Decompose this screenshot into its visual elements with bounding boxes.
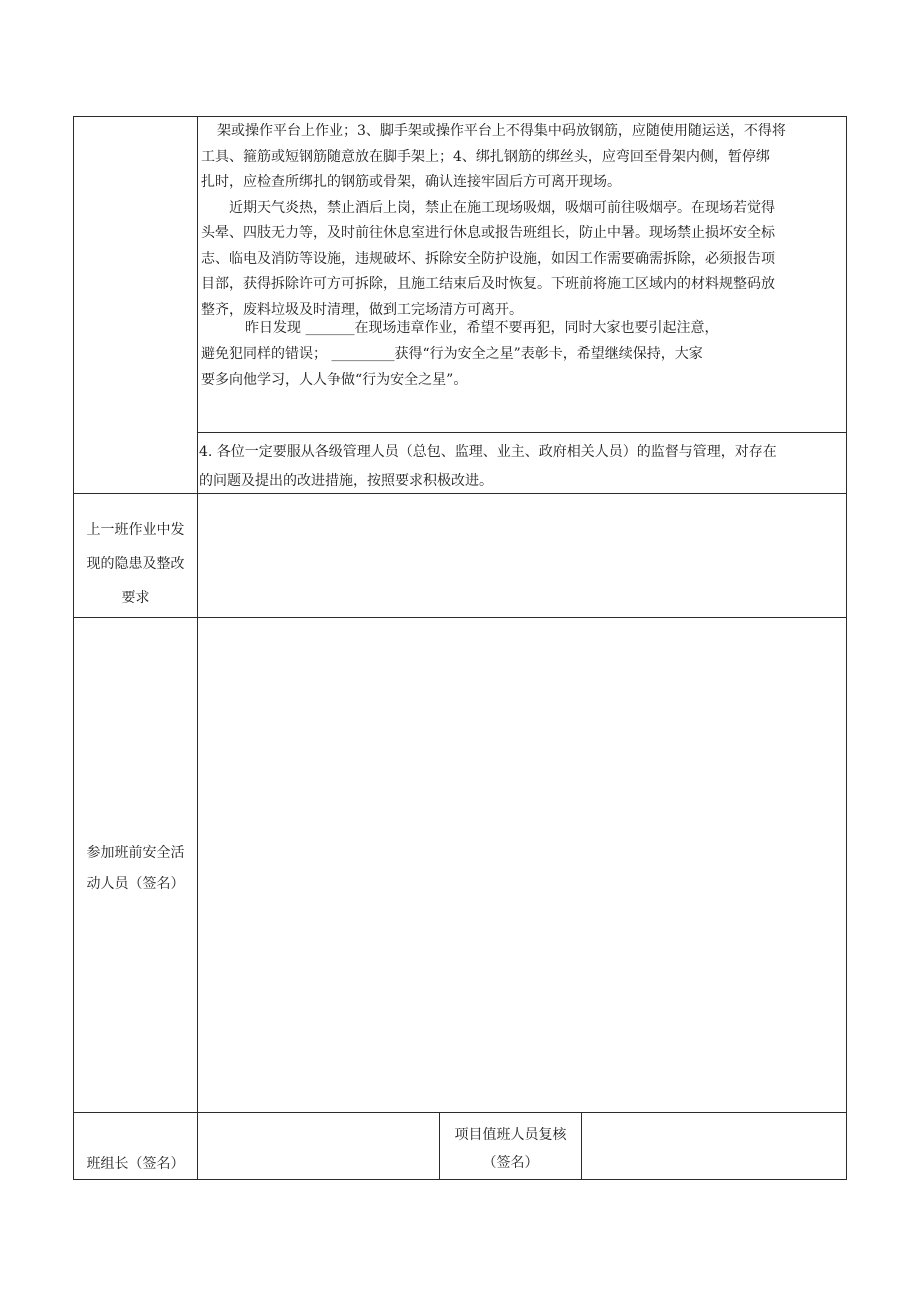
content-line: 头晕、四肢无力等，及时前往休息室进行休息或报告班组长，防止中暑。现场禁止损坏安全标	[201, 225, 775, 241]
content-line: 工具、箍筋或短钢筋随意放在脚手架上；4、绑扎钢筋的绑丝头，应弯回至骨架内侧，暂停绑	[201, 149, 770, 165]
content-line: 近期天气炎热，禁止酒后上岗，禁止在施工现场吸烟，吸烟可前往吸烟亭。在现场若觉得	[229, 200, 775, 216]
duty-review-label-line: 项目值班人员复核	[454, 1127, 567, 1143]
duty-review-label	[440, 1121, 581, 1177]
content-line: 扎时，应检查所绑扎的钢筋或骨架，确认连接牢固后方可离开现场。	[201, 174, 621, 190]
participants-label	[74, 838, 197, 900]
table-line-h1	[73, 116, 847, 117]
content-line: 4. 各位一定要服从各级管理人员（总包、监理、业主、政府相关人员）的监督与管理，对存在	[199, 444, 777, 460]
table-line-h2	[197, 432, 847, 433]
content-line: 避免犯同样的错误； _________获得“行为安全之星”表彰卡，希望继续保持，大家	[201, 346, 703, 362]
team-leader-label: 班组长（签名）	[86, 1156, 185, 1172]
content-line: 志、临电及消防等设施，违规破坏、拆除安全防护设施，如因工作需要确需拆除，必须报告项	[201, 251, 775, 267]
content-line: 整齐，废料垃圾及时清理，做到工完场清方可离开。	[201, 302, 523, 318]
hazards-label-line: 要求	[121, 590, 150, 606]
content-line: 要多向他学习，人人争做“行为安全之星”。	[201, 372, 468, 388]
participants-label-line: 参加班前安全活	[86, 845, 185, 861]
table-line-v-right	[846, 116, 847, 1180]
content-line: 昨日发现 _______在现场违章作业，希望不要再犯，同时大家也要引起注意，	[245, 320, 719, 336]
hazards-label-line: 现的隐患及整改	[86, 556, 185, 572]
table-line-v-left	[73, 116, 74, 1180]
hazards-label	[74, 513, 197, 615]
duty-review-label-line: （签名）	[482, 1155, 539, 1171]
content-line: 架或操作平台上作业；3、脚手架或操作平台上不得集中码放钢筋，应随使用随运送，不得将	[217, 123, 786, 139]
duty-review-signature-field[interactable]	[582, 1113, 846, 1179]
hazards-label-line: 上一班作业中发	[86, 522, 185, 538]
content-line: 目部，获得拆除许可方可拆除，且施工结束后及时恢复。下班前将施工区域内的材料规整码放	[201, 276, 775, 292]
participants-signature-area[interactable]	[198, 618, 846, 1112]
table-line-h6	[73, 1179, 847, 1180]
team-leader-signature-field[interactable]	[198, 1113, 439, 1179]
participants-label-line: 动人员（签名）	[86, 876, 185, 892]
content-line: 的问题及提出的改进措施，按照要求积极改进。	[199, 473, 493, 489]
hazards-entry-area[interactable]	[198, 494, 846, 617]
